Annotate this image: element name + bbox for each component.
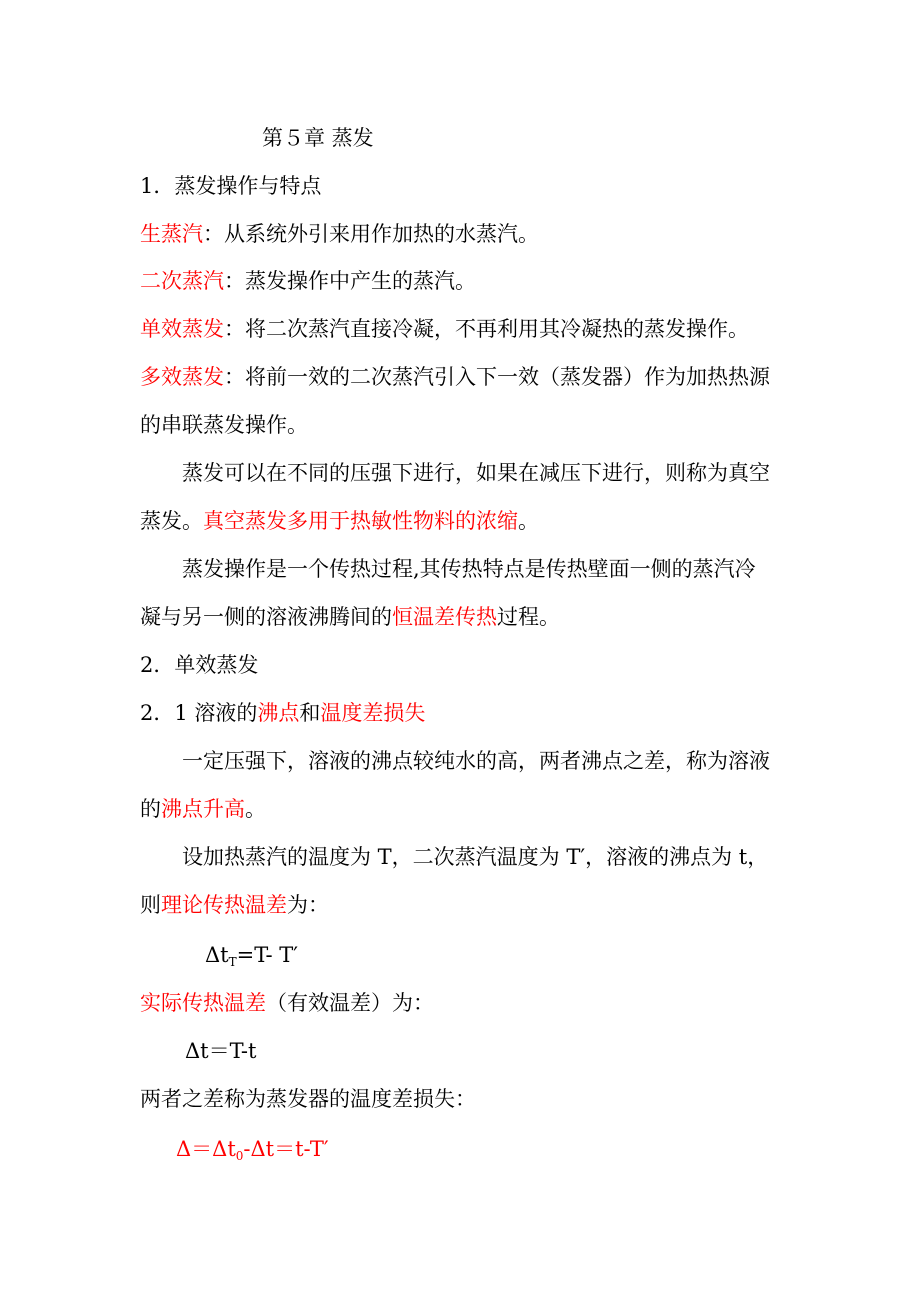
highlight-temp-loss: 温度差损失 [320, 701, 426, 725]
definition-sep: ： [203, 222, 224, 246]
page-title: 第５章 蒸发 [262, 126, 374, 150]
highlight-constant-temp: 恒温差传热 [392, 605, 497, 629]
definition-single-effect [140, 314, 749, 344]
formula-pre: Δ＝Δt [176, 1137, 236, 1161]
formula-actual: Δt＝T-t [185, 1039, 257, 1063]
paragraph-setting-line2 [140, 890, 329, 920]
definition-multi-effect [140, 362, 770, 392]
paragraph-boiling-line2 [140, 794, 266, 824]
text: （有效温差）为： [266, 991, 434, 1015]
definition-secondary-steam [140, 266, 476, 296]
section-heading-2-1 [140, 698, 425, 728]
section-heading-2: 2．单效蒸发 [140, 653, 259, 677]
text: 为： [287, 893, 329, 917]
paragraph-setting-line1: 设加热蒸汽的温度为 T，二次蒸汽温度为 T′，溶液的沸点为 t， [182, 845, 769, 869]
paragraph-heat-line1: 蒸发操作是一个传热过程,其传热特点是传热壁面一侧的蒸汽冷 [182, 557, 756, 581]
definition-sep: ： [224, 317, 245, 341]
definition-sep: ： [224, 365, 245, 389]
definition-text: 将前一效的二次蒸汽引入下一效（蒸发器）作为加热热源 [245, 365, 770, 389]
definition-sep: ： [224, 269, 245, 293]
actual-diff-line [140, 988, 434, 1018]
highlight-bp-elevation: 沸点升高 [161, 797, 245, 821]
term-secondary-steam: 二次蒸汽 [140, 269, 224, 293]
highlight-vacuum: 真空蒸发多用于热敏性物料的浓缩 [203, 509, 518, 533]
formula-theoretical [205, 940, 298, 970]
text: 和 [299, 701, 321, 725]
formula-main: Δt [205, 943, 229, 967]
term-multi-effect: 多效蒸发 [140, 365, 224, 389]
definition-multi-effect-cont: 的串联蒸发操作。 [140, 413, 308, 437]
text: 凝与另一侧的溶液沸腾间的 [140, 605, 392, 629]
paragraph-heat-line2 [140, 602, 560, 632]
section-heading-1: 1．蒸发操作与特点 [140, 174, 322, 198]
definition-text: 从系统外引来用作加热的水蒸汽。 [224, 222, 539, 246]
definition-text: 将二次蒸汽直接冷凝，不再利用其冷凝热的蒸发操作。 [245, 317, 749, 341]
loss-statement: 两者之差称为蒸发器的温度差损失： [140, 1087, 476, 1111]
text: 则 [140, 893, 161, 917]
term-live-steam: 生蒸汽 [140, 222, 203, 246]
paragraph-vacuum-line2 [140, 506, 539, 536]
paragraph-boiling-line1: 一定压强下，溶液的沸点较纯水的高，两者沸点之差，称为溶液 [182, 749, 770, 773]
paragraph-vacuum-line1: 蒸发可以在不同的压强下进行，如果在减压下进行，则称为真空 [182, 461, 770, 485]
text: 2．1 溶液的 [140, 701, 258, 725]
text: 的 [140, 797, 161, 821]
formula-subscript: T [228, 955, 237, 969]
text: 。 [245, 797, 266, 821]
highlight-theoretical-diff: 理论传热温差 [161, 893, 287, 917]
formula-subscript: 0 [235, 1149, 244, 1163]
formula-post: -Δt＝t-T′ [243, 1137, 329, 1161]
text: 过程。 [497, 605, 560, 629]
text: 。 [518, 509, 539, 533]
formula-loss [176, 1134, 329, 1164]
term-single-effect: 单效蒸发 [140, 317, 224, 341]
formula-rest: =T- T′ [236, 943, 299, 967]
definition-live-steam [140, 219, 539, 249]
definition-text: 蒸发操作中产生的蒸汽。 [245, 269, 476, 293]
highlight-actual-diff: 实际传热温差 [140, 991, 266, 1015]
highlight-boiling-point: 沸点 [257, 701, 300, 725]
text: 蒸发。 [140, 509, 203, 533]
